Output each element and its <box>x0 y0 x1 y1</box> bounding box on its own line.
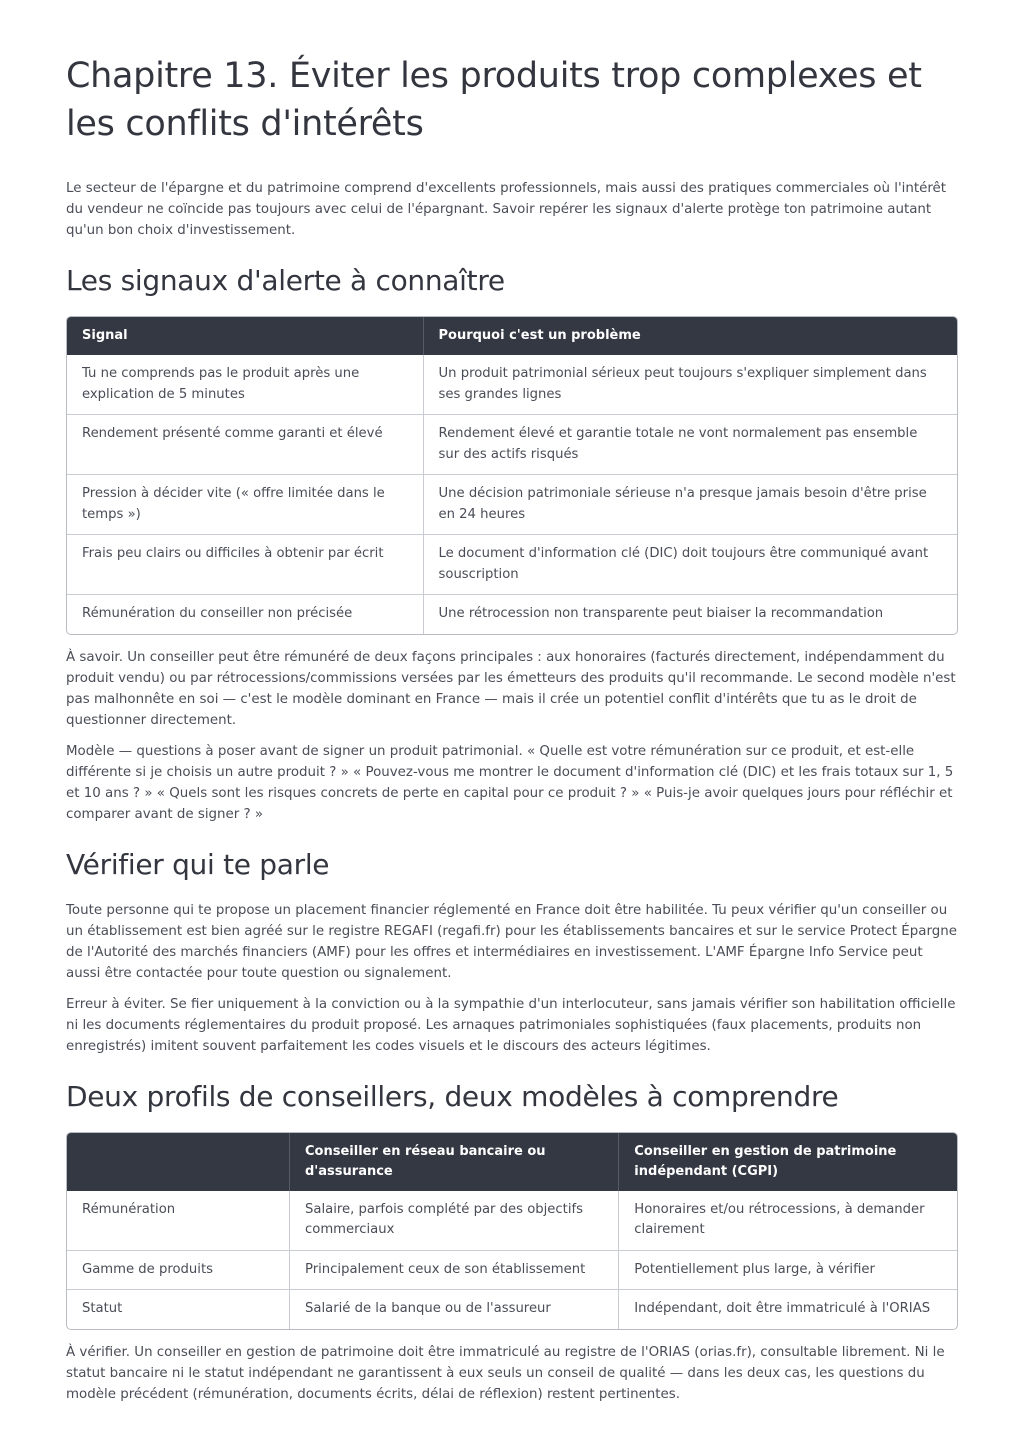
table-row <box>67 1191 957 1251</box>
table-header-row <box>67 317 957 355</box>
table-row <box>67 595 957 634</box>
column-header: Conseiller en gestion de patrimoine indépendant (CGPI) <box>619 1133 957 1191</box>
section-heading-verify: Vérifier qui te parle <box>66 847 330 881</box>
verify-note-paragraph: À vérifier. Un conseiller en gestion de patrimoine doit être immatriculé au registre de l'ORIAS (orias.fr), consultable librement. Ni le statut bancaire ni le statut indépendant ne garantissent à eux seuls un conseil de qualité — dans les deux cas, les questions du modèle précédent (rémunération, documents écrits, délai de réflexion) restent pertinentes. <box>66 1344 945 1402</box>
table-cell: Gamme de produits <box>67 1250 290 1290</box>
column-header: Signal <box>67 317 423 355</box>
table-cell: Indépendant, doit être immatriculé à l'ORIAS <box>619 1290 957 1329</box>
table-cell: Rémunération <box>67 1191 290 1251</box>
column-header <box>67 1133 290 1191</box>
intro-paragraph: Le secteur de l'épargne et du patrimoine comprend d'excellents professionnels, mais aussi des pratiques commerciales où l'intérêt du vendeur ne coïncide pas toujours avec celui de l'épargnant. Savoir repérer les signaux d'alerte protège ton patrimoine autant qu'un bon choix d'investissement. <box>66 181 947 238</box>
table-row <box>67 415 957 475</box>
table-cell: Potentiellement plus large, à vérifier <box>619 1250 957 1290</box>
table-cell: Une rétrocession non transparente peut biaiser la recommandation <box>423 595 957 634</box>
signals-table <box>66 316 958 635</box>
table-cell: Le document d'information clé (DIC) doit toujours être communiqué avant souscription <box>423 535 957 595</box>
note-paragraph: À savoir. Un conseiller peut être rémunéré de deux façons principales : aux honoraires (facturés directement, indépendamment du produit vendu) ou par rétrocessions/commissions versées par les émetteurs des produits qu'il recommande. Le second modèle n'est pas malhonnête en soi — c'est le modèle dominant en France — mais il crée un potentiel conflit d'intérêts que tu as le droit de questionner directement. <box>66 649 956 728</box>
table-row <box>67 1290 957 1329</box>
warning-paragraph: Erreur à éviter. Se fier uniquement à la conviction ou à la sympathie d'un interlocuteur, sans jamais vérifier son habilitation officielle ni les documents réglementaires du produit proposé. Les arnaques patrimoniales sophistiquées (faux placements, produits non enregistrés) imitent souvent parfaitement les codes visuels et le discours des acteurs légitimes. <box>66 996 956 1054</box>
advisors-table <box>66 1132 958 1330</box>
verify-paragraph: Toute personne qui te propose un placement financier réglementé en France doit être habilitée. Tu peux vérifier qu'un conseiller ou un établissement est bien agréé sur le registre REGAFI (regafi.fr) pour les établissements bancaires et sur le service Protect Épargne de l'Autorité des marchés financiers (AMF) pour les offres et intermédiaires en investissement. L'AMF Épargne Info Service peut aussi être contactée pour toute question ou signalement. <box>66 902 957 981</box>
page-title: Chapitre 13. Éviter les produits trop complexes et les conflits d'intérêts <box>66 56 922 144</box>
table-cell: Honoraires et/ou rétrocessions, à demander clairement <box>634 1201 925 1237</box>
table-cell: Un produit patrimonial sérieux peut toujours s'expliquer simplement dans ses grandes lignes <box>438 366 927 402</box>
table-cell: Pression à décider vite (« offre limitée dans le temps ») <box>67 475 423 535</box>
table-cell: Rémunération du conseiller non précisée <box>67 595 423 634</box>
table-cell: Frais peu clairs ou difficiles à obtenir par écrit <box>67 535 423 595</box>
table-cell: Une décision patrimoniale sérieuse n'a presque jamais besoin d'être prise en 24 heures <box>423 475 957 535</box>
table-row <box>67 535 957 595</box>
table-cell: Salarié de la banque ou de l'assureur <box>290 1290 619 1329</box>
table-cell: Rendement élevé et garantie totale ne vont normalement pas ensemble sur des actifs risqués <box>423 415 957 475</box>
table-cell: Salaire, parfois complété par des objectifs commerciaux <box>290 1191 619 1251</box>
column-header: Conseiller en réseau bancaire ou d'assurance <box>290 1133 619 1191</box>
table-header-row <box>67 1133 957 1191</box>
table-cell: Statut <box>67 1290 290 1329</box>
section-heading-advisors: Deux profils de conseillers, deux modèles à comprendre <box>66 1079 839 1113</box>
table-row <box>67 355 957 415</box>
section-heading-signals: Les signaux d'alerte à connaître <box>66 264 505 297</box>
table-row <box>67 475 957 535</box>
table-cell: Principalement ceux de son établissement <box>290 1250 619 1290</box>
model-questions-paragraph: Modèle — questions à poser avant de signer un produit patrimonial. « Quelle est votre rémunération sur ce produit, et est-elle différente si je choisis un autre produit ? » « Pouvez-vous me montrer le document d'information clé (DIC) et les frais totaux sur 1, 5 et 10 ans ? » « Quels sont les risques concrets de perte en capital pour ce produit ? » « Puis-je avoir quelques jours pour réfléchir et comparer avant de signer ? » <box>66 743 954 822</box>
table-cell: Tu ne comprends pas le produit après une explication de 5 minutes <box>67 355 423 415</box>
table-row <box>67 1250 957 1290</box>
column-header: Pourquoi c'est un problème <box>423 317 957 355</box>
table-cell: Rendement présenté comme garanti et élevé <box>67 415 423 475</box>
